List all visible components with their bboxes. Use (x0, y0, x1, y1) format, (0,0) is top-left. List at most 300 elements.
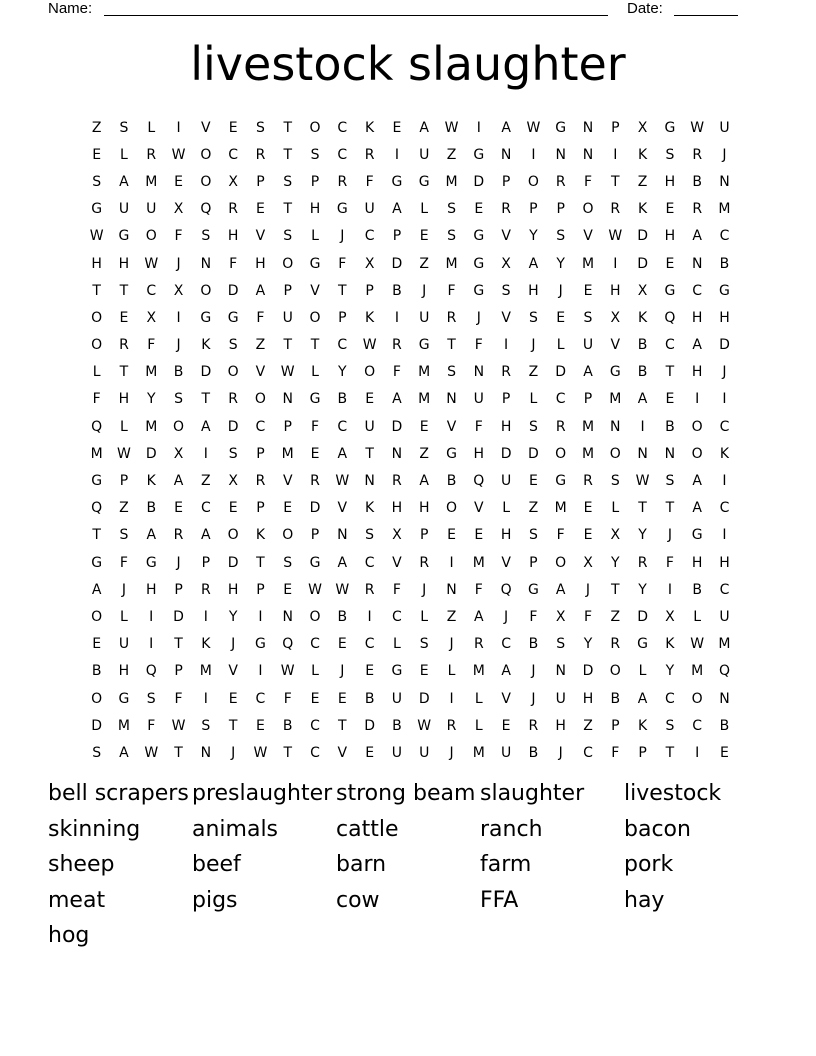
grid-letter[interactable]: C (583, 744, 593, 761)
grid-letter[interactable]: V (282, 473, 293, 490)
grid-letter[interactable]: G (555, 119, 567, 136)
grid-letter[interactable]: Q (145, 663, 157, 680)
grid-letter[interactable]: Y (529, 228, 538, 245)
grid-letter[interactable]: U (419, 309, 430, 326)
grid-letter[interactable]: M (281, 445, 294, 462)
grid-letter[interactable]: E (310, 445, 320, 462)
grid-letter[interactable]: F (229, 255, 238, 272)
grid-letter[interactable]: M (691, 663, 704, 680)
grid-letter[interactable]: T (611, 173, 620, 190)
grid-letter[interactable]: O (609, 663, 621, 680)
grid-letter[interactable]: M (445, 255, 458, 272)
grid-letter[interactable]: P (283, 282, 292, 299)
grid-letter[interactable]: C (392, 608, 402, 625)
grid-letter[interactable]: F (283, 690, 292, 707)
grid-letter[interactable]: X (173, 282, 184, 299)
grid-letter[interactable]: X (228, 173, 238, 190)
grid-letter[interactable]: K (637, 309, 648, 326)
grid-letter[interactable]: V (392, 554, 402, 571)
grid-letter[interactable]: F (583, 608, 593, 625)
grid-letter[interactable]: P (310, 173, 320, 190)
grid-letter[interactable]: F (119, 554, 128, 571)
grid-letter[interactable]: R (364, 146, 375, 163)
grid-letter[interactable]: I (258, 608, 263, 625)
grid-letter[interactable]: W (144, 255, 159, 272)
grid-letter[interactable]: K (637, 146, 648, 163)
grid-letter[interactable]: S (228, 337, 238, 354)
grid-letter[interactable]: T (665, 500, 675, 517)
name-blank[interactable] (104, 15, 608, 16)
grid-letter[interactable]: E (283, 581, 293, 598)
grid-letter[interactable]: J (340, 663, 345, 680)
grid-letter[interactable]: O (145, 228, 157, 245)
grid-letter[interactable]: H (418, 500, 430, 517)
grid-letter[interactable]: R (610, 201, 621, 218)
grid-letter[interactable]: E (665, 201, 675, 218)
grid-letter[interactable]: V (201, 119, 211, 136)
grid-letter[interactable]: D (500, 445, 512, 462)
grid-letter[interactable]: W (635, 473, 650, 490)
grid-letter[interactable]: P (501, 173, 511, 190)
grid-letter[interactable]: Q (91, 418, 103, 435)
grid-letter[interactable]: F (556, 527, 565, 544)
grid-letter[interactable]: E (174, 173, 183, 190)
grid-letter[interactable]: Y (638, 527, 647, 544)
grid-letter[interactable]: H (719, 309, 730, 326)
grid-letter[interactable]: R (555, 418, 566, 435)
grid-letter[interactable]: H (719, 554, 730, 571)
grid-letter[interactable]: V (446, 418, 457, 435)
grid-letter[interactable]: X (610, 309, 621, 326)
grid-letter[interactable]: L (611, 500, 620, 517)
grid-letter[interactable]: M (145, 364, 158, 381)
grid-letter[interactable]: S (310, 146, 320, 163)
grid-letter[interactable]: R (228, 391, 238, 408)
grid-letter[interactable]: S (447, 201, 456, 218)
grid-letter[interactable]: G (691, 527, 703, 544)
grid-letter[interactable]: B (91, 663, 102, 680)
grid-letter[interactable]: K (665, 636, 675, 653)
grid-letter[interactable]: U (500, 473, 512, 490)
grid-letter[interactable]: J (176, 554, 181, 571)
grid-letter[interactable]: D (227, 554, 239, 571)
grid-letter[interactable]: R (446, 717, 457, 734)
grid-letter[interactable]: B (364, 690, 375, 707)
grid-letter[interactable]: K (201, 636, 211, 653)
grid-letter[interactable]: E (474, 201, 484, 218)
grid-letter[interactable]: I (695, 744, 700, 761)
grid-letter[interactable]: U (719, 119, 730, 136)
grid-letter[interactable]: A (583, 364, 593, 381)
grid-letter[interactable]: E (337, 690, 347, 707)
grid-letter[interactable]: E (365, 663, 375, 680)
grid-letter[interactable]: O (691, 690, 703, 707)
grid-letter[interactable]: N (691, 255, 703, 272)
grid-letter[interactable]: R (692, 201, 703, 218)
grid-letter[interactable]: Z (446, 608, 457, 625)
grid-letter[interactable]: R (392, 473, 402, 490)
grid-letter[interactable]: F (665, 554, 674, 571)
grid-letter[interactable]: F (338, 255, 347, 272)
grid-letter[interactable]: C (719, 500, 730, 517)
grid-letter[interactable]: M (145, 173, 158, 190)
grid-letter[interactable]: X (228, 473, 238, 490)
grid-letter[interactable]: V (501, 554, 511, 571)
grid-letter[interactable]: B (146, 500, 157, 517)
grid-letter[interactable]: O (91, 309, 103, 326)
grid-letter[interactable]: F (392, 364, 401, 381)
grid-letter[interactable]: C (337, 418, 348, 435)
grid-letter[interactable]: G (309, 554, 321, 571)
grid-letter[interactable]: P (201, 554, 211, 571)
grid-letter[interactable]: A (692, 337, 702, 354)
grid-letter[interactable]: J (231, 744, 236, 761)
grid-letter[interactable]: I (531, 146, 536, 163)
grid-letter[interactable]: R (610, 636, 621, 653)
grid-letter[interactable]: Q (718, 663, 730, 680)
grid-letter[interactable]: Q (91, 500, 103, 517)
grid-letter[interactable]: T (283, 744, 292, 761)
grid-letter[interactable]: H (118, 255, 130, 272)
grid-letter[interactable]: L (556, 337, 565, 354)
grid-letter[interactable]: F (583, 173, 593, 190)
grid-letter[interactable]: G (637, 636, 649, 653)
grid-letter[interactable]: G (145, 554, 157, 571)
grid-letter[interactable]: N (555, 663, 566, 680)
grid-letter[interactable]: P (283, 418, 292, 435)
grid-letter[interactable]: O (582, 201, 594, 218)
grid-letter[interactable]: E (92, 636, 102, 653)
grid-letter[interactable]: J (449, 744, 454, 761)
grid-letter[interactable]: O (282, 527, 294, 544)
grid-letter[interactable]: W (526, 119, 541, 136)
grid-letter[interactable]: P (338, 309, 347, 326)
grid-letter[interactable]: S (283, 554, 293, 571)
grid-letter[interactable]: F (147, 717, 156, 734)
grid-letter[interactable]: B (528, 636, 539, 653)
grid-letter[interactable]: S (419, 636, 429, 653)
grid-letter[interactable]: C (501, 636, 511, 653)
grid-letter[interactable]: L (529, 391, 538, 408)
grid-letter[interactable]: I (613, 146, 618, 163)
grid-letter[interactable]: W (117, 445, 131, 462)
grid-letter[interactable]: Z (528, 500, 539, 517)
grid-letter[interactable]: H (500, 527, 512, 544)
grid-letter[interactable]: M (90, 445, 103, 462)
grid-letter[interactable]: X (364, 255, 375, 272)
grid-letter[interactable]: H (528, 282, 539, 299)
grid-letter[interactable]: T (338, 282, 347, 299)
grid-letter[interactable]: W (335, 473, 350, 490)
grid-letter[interactable]: H (391, 500, 403, 517)
grid-letter[interactable]: I (640, 418, 645, 435)
grid-letter[interactable]: E (583, 527, 593, 544)
grid-letter[interactable]: S (583, 309, 593, 326)
grid-letter[interactable]: U (582, 337, 594, 354)
grid-letter[interactable]: D (473, 173, 485, 190)
grid-letter[interactable]: Z (91, 119, 102, 136)
grid-letter[interactable]: L (92, 364, 101, 381)
grid-letter[interactable]: A (255, 282, 266, 299)
grid-letter[interactable]: U (118, 636, 130, 653)
grid-letter[interactable]: M (472, 663, 485, 680)
grid-letter[interactable]: T (228, 717, 238, 734)
grid-letter[interactable]: G (446, 445, 457, 462)
grid-letter[interactable]: E (228, 119, 238, 136)
grid-letter[interactable]: J (722, 146, 727, 163)
grid-letter[interactable]: E (419, 228, 429, 245)
grid-letter[interactable]: P (583, 391, 593, 408)
grid-letter[interactable]: A (501, 663, 511, 680)
grid-letter[interactable]: Z (528, 364, 539, 381)
grid-letter[interactable]: C (255, 418, 266, 435)
grid-letter[interactable]: U (391, 690, 403, 707)
grid-letter[interactable]: V (501, 690, 511, 707)
grid-letter[interactable]: S (447, 364, 456, 381)
grid-letter[interactable]: G (255, 636, 266, 653)
grid-letter[interactable]: B (392, 282, 402, 299)
grid-letter[interactable]: O (227, 364, 239, 381)
grid-letter[interactable]: C (310, 717, 320, 734)
grid-letter[interactable]: J (531, 663, 536, 680)
grid-letter[interactable]: H (227, 581, 239, 598)
grid-letter[interactable]: I (367, 608, 372, 625)
grid-letter[interactable]: I (504, 337, 509, 354)
grid-letter[interactable]: T (201, 391, 211, 408)
grid-letter[interactable]: S (610, 473, 620, 490)
grid-letter[interactable]: E (365, 391, 375, 408)
grid-letter[interactable]: N (582, 119, 594, 136)
grid-letter[interactable]: B (282, 717, 293, 734)
grid-letter[interactable]: G (391, 173, 403, 190)
grid-letter[interactable]: R (310, 473, 320, 490)
grid-letter[interactable]: S (528, 418, 538, 435)
grid-letter[interactable]: U (500, 744, 512, 761)
grid-letter[interactable]: S (174, 391, 183, 408)
grid-letter[interactable]: L (420, 608, 429, 625)
grid-letter[interactable]: R (583, 473, 593, 490)
grid-letter[interactable]: A (637, 690, 648, 707)
grid-letter[interactable]: I (203, 608, 208, 625)
grid-letter[interactable]: R (255, 146, 266, 163)
grid-letter[interactable]: G (91, 554, 103, 571)
grid-letter[interactable]: Y (665, 663, 675, 680)
grid-letter[interactable]: X (392, 527, 402, 544)
grid-letter[interactable]: X (583, 554, 593, 571)
grid-letter[interactable]: P (119, 473, 129, 490)
grid-letter[interactable]: M (145, 418, 158, 435)
grid-letter[interactable]: P (611, 119, 620, 136)
grid-letter[interactable]: V (255, 364, 266, 381)
grid-letter[interactable]: A (173, 473, 184, 490)
grid-letter[interactable]: N (200, 744, 212, 761)
grid-letter[interactable]: R (364, 581, 375, 598)
grid-letter[interactable]: C (364, 228, 375, 245)
grid-letter[interactable]: S (119, 119, 129, 136)
grid-letter[interactable]: P (556, 201, 565, 218)
grid-letter[interactable]: W (335, 581, 350, 598)
grid-letter[interactable]: U (146, 201, 157, 218)
grid-letter[interactable]: J (558, 744, 563, 761)
grid-letter[interactable]: O (555, 554, 567, 571)
grid-letter[interactable]: R (419, 554, 430, 571)
grid-letter[interactable]: A (474, 608, 484, 625)
grid-letter[interactable]: A (692, 500, 702, 517)
grid-letter[interactable]: N (364, 473, 375, 490)
grid-letter[interactable]: U (719, 608, 730, 625)
grid-letter[interactable]: J (722, 364, 727, 381)
grid-letter[interactable]: G (473, 255, 485, 272)
grid-letter[interactable]: J (531, 337, 536, 354)
grid-letter[interactable]: B (637, 364, 648, 381)
grid-letter[interactable]: S (665, 473, 675, 490)
grid-letter[interactable]: E (447, 527, 456, 544)
grid-letter[interactable]: K (365, 119, 375, 136)
grid-letter[interactable]: M (117, 717, 130, 734)
grid-letter[interactable]: C (337, 119, 348, 136)
grid-letter[interactable]: I (722, 527, 727, 544)
grid-letter[interactable]: O (254, 391, 266, 408)
grid-letter[interactable]: O (609, 445, 621, 462)
grid-letter[interactable]: L (147, 119, 156, 136)
grid-letter[interactable]: W (417, 717, 432, 734)
grid-letter[interactable]: P (392, 228, 402, 245)
grid-letter[interactable]: T (665, 744, 675, 761)
grid-letter[interactable]: B (719, 717, 730, 734)
grid-letter[interactable]: B (692, 581, 702, 598)
grid-letter[interactable]: R (473, 636, 484, 653)
grid-letter[interactable]: L (638, 663, 647, 680)
grid-letter[interactable]: I (476, 119, 481, 136)
grid-letter[interactable]: T (256, 554, 265, 571)
grid-letter[interactable]: F (611, 744, 620, 761)
grid-letter[interactable]: W (308, 581, 322, 598)
grid-letter[interactable]: V (501, 309, 511, 326)
grid-letter[interactable]: V (474, 500, 484, 517)
grid-letter[interactable]: H (473, 445, 485, 462)
grid-letter[interactable]: U (473, 391, 484, 408)
grid-letter[interactable]: O (200, 146, 212, 163)
grid-letter[interactable]: G (473, 146, 485, 163)
grid-letter[interactable]: E (174, 500, 183, 517)
grid-letter[interactable]: P (256, 173, 265, 190)
grid-letter[interactable]: F (256, 309, 265, 326)
grid-letter[interactable]: X (173, 201, 184, 218)
grid-letter[interactable]: O (691, 418, 703, 435)
grid-letter[interactable]: G (719, 282, 730, 299)
grid-letter[interactable]: O (282, 255, 294, 272)
grid-letter[interactable]: R (337, 173, 348, 190)
grid-letter[interactable]: F (474, 581, 483, 598)
grid-letter[interactable]: V (583, 228, 593, 245)
grid-letter[interactable]: W (362, 337, 377, 354)
grid-letter[interactable]: R (119, 337, 129, 354)
grid-letter[interactable]: A (692, 228, 702, 245)
grid-letter[interactable]: W (690, 636, 705, 653)
grid-letter[interactable]: C (719, 581, 730, 598)
grid-letter[interactable]: I (258, 663, 263, 680)
grid-letter[interactable]: U (282, 309, 293, 326)
grid-letter[interactable]: R (173, 527, 184, 544)
grid-letter[interactable]: S (201, 228, 211, 245)
grid-letter[interactable]: S (283, 173, 293, 190)
grid-letter[interactable]: E (256, 201, 265, 218)
grid-letter[interactable]: X (555, 608, 566, 625)
grid-letter[interactable]: A (337, 445, 348, 462)
grid-letter[interactable]: F (174, 228, 183, 245)
grid-letter[interactable]: Z (419, 255, 429, 272)
grid-letter[interactable]: H (500, 418, 512, 435)
grid-letter[interactable]: S (556, 228, 566, 245)
grid-letter[interactable]: E (310, 690, 320, 707)
grid-letter[interactable]: R (255, 473, 266, 490)
grid-letter[interactable]: H (227, 228, 239, 245)
grid-letter[interactable]: H (691, 364, 703, 381)
grid-letter[interactable]: R (392, 337, 402, 354)
grid-letter[interactable]: K (365, 500, 375, 517)
grid-letter[interactable]: J (422, 282, 427, 299)
grid-letter[interactable]: E (665, 391, 675, 408)
grid-letter[interactable]: L (693, 608, 702, 625)
grid-letter[interactable]: E (720, 744, 729, 761)
grid-letter[interactable]: P (256, 445, 265, 462)
grid-letter[interactable]: J (449, 636, 454, 653)
grid-letter[interactable]: G (118, 228, 130, 245)
grid-letter[interactable]: K (255, 527, 266, 544)
grid-letter[interactable]: F (474, 418, 483, 435)
grid-letter[interactable]: M (445, 173, 458, 190)
grid-letter[interactable]: B (665, 418, 675, 435)
grid-letter[interactable]: G (609, 364, 621, 381)
grid-letter[interactable]: D (528, 445, 539, 462)
grid-letter[interactable]: O (309, 119, 321, 136)
grid-letter[interactable]: R (501, 364, 511, 381)
grid-letter[interactable]: F (392, 581, 401, 598)
grid-letter[interactable]: G (336, 201, 348, 218)
grid-letter[interactable]: V (337, 500, 348, 517)
grid-letter[interactable]: N (200, 255, 212, 272)
grid-letter[interactable]: H (118, 391, 130, 408)
grid-letter[interactable]: O (527, 173, 539, 190)
grid-letter[interactable]: P (365, 282, 374, 299)
grid-letter[interactable]: G (418, 173, 430, 190)
grid-letter[interactable]: X (610, 527, 621, 544)
grid-letter[interactable]: U (364, 418, 375, 435)
grid-letter[interactable]: O (555, 445, 567, 462)
grid-letter[interactable]: E (665, 255, 675, 272)
grid-letter[interactable]: B (528, 744, 539, 761)
grid-letter[interactable]: C (310, 744, 320, 761)
grid-letter[interactable]: Y (338, 364, 347, 381)
grid-letter[interactable]: L (393, 636, 401, 653)
grid-letter[interactable]: P (529, 201, 538, 218)
grid-letter[interactable]: F (365, 173, 374, 190)
grid-letter[interactable]: F (310, 418, 320, 435)
grid-letter[interactable]: J (504, 608, 509, 625)
grid-letter[interactable]: E (228, 500, 238, 517)
grid-letter[interactable]: H (118, 663, 130, 680)
grid-letter[interactable]: D (418, 690, 430, 707)
grid-letter[interactable]: N (664, 445, 676, 462)
grid-letter[interactable]: T (310, 337, 320, 354)
grid-letter[interactable]: S (283, 228, 293, 245)
grid-letter[interactable]: J (422, 581, 427, 598)
grid-letter[interactable]: I (394, 146, 399, 163)
grid-letter[interactable]: I (449, 554, 454, 571)
grid-letter[interactable]: C (692, 717, 703, 734)
grid-letter[interactable]: J (121, 581, 127, 598)
grid-letter[interactable]: O (309, 608, 321, 625)
